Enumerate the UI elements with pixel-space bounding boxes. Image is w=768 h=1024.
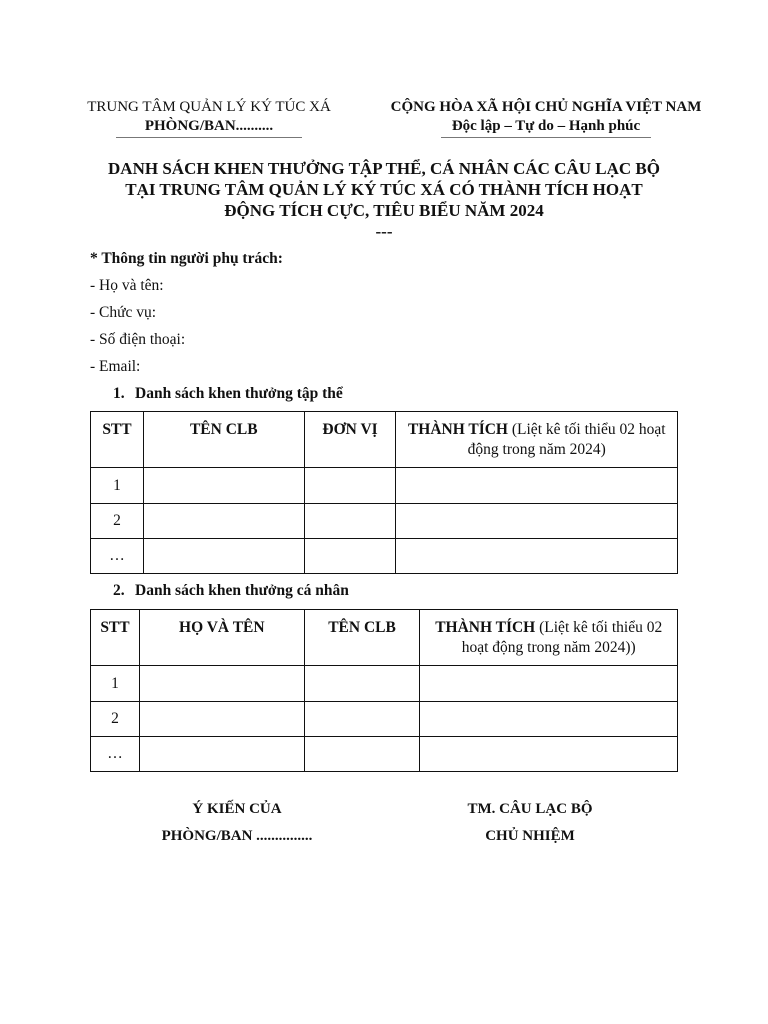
position-label: - Chức vụ:: [90, 304, 157, 321]
row-stt: 1: [91, 468, 144, 504]
national-motto: Độc lập – Tự do – Hạnh phúc: [451, 118, 641, 134]
section2-title: Danh sách khen thưởng cá nhân: [135, 582, 349, 599]
section1-title: Danh sách khen thưởng tập thể: [135, 385, 343, 402]
table-row: [91, 666, 678, 702]
section1-number: 1.: [113, 385, 125, 402]
row-stt: 2: [91, 504, 144, 539]
achievement-cell[interactable]: [420, 702, 678, 737]
row-stt: 2: [91, 702, 140, 737]
table-header-row: [91, 610, 678, 666]
title-separator: ---: [375, 222, 393, 241]
col-header-club: TÊN CLB: [304, 610, 420, 666]
header-national: [380, 98, 712, 138]
table-row: [91, 539, 678, 574]
club-cell[interactable]: [143, 539, 304, 574]
header-organization: [78, 98, 340, 138]
row-stt: …: [91, 737, 140, 772]
club-cell[interactable]: [143, 504, 304, 539]
title-line-2: TẠI TRUNG TÂM QUẢN LÝ KÝ TÚC XÁ CÓ THÀNH TÍCH HOẠT: [125, 180, 643, 199]
achievement-header-note: (Liệt kê tối thiểu 02 hoạt động trong năm 2024)): [461, 619, 663, 656]
signature-club: [430, 796, 630, 850]
col-header-fullname: HỌ VÀ TÊN: [139, 610, 304, 666]
col-header-stt: STT: [91, 610, 140, 666]
signature-left-line2: PHÒNG/BAN ...............: [161, 828, 313, 844]
phone-label: - Số điện thoại:: [90, 331, 186, 348]
individual-award-table: [90, 609, 678, 772]
contact-info: [90, 248, 690, 383]
section2-number: 2.: [113, 582, 125, 599]
table-row: [91, 702, 678, 737]
col-header-achievement: [420, 610, 678, 666]
col-header-achievement: [396, 412, 678, 468]
document-title: [60, 158, 708, 242]
name-label: - Họ và tên:: [90, 277, 164, 294]
collective-award-table: [90, 411, 678, 574]
unit-cell[interactable]: [304, 468, 396, 504]
achievement-header-bold: THÀNH TÍCH: [435, 619, 536, 636]
table-row: [91, 468, 678, 504]
fullname-cell[interactable]: [139, 702, 304, 737]
unit-cell[interactable]: [304, 539, 396, 574]
email-label: - Email:: [90, 358, 141, 375]
achievement-cell[interactable]: [420, 737, 678, 772]
signature-left-line1: Ý KIẾN CỦA: [192, 801, 282, 817]
title-line-3: ĐỘNG TÍCH CỰC, TIÊU BIỂU NĂM 2024: [224, 201, 544, 220]
signature-right-line2: CHỦ NHIỆM: [485, 828, 575, 844]
title-line-1: DANH SÁCH KHEN THƯỞNG TẬP THỂ, CÁ NHÂN CÁC CÂU LẠC BỘ: [108, 159, 660, 178]
contact-heading: * Thông tin người phụ trách:: [90, 250, 283, 267]
unit-cell[interactable]: [304, 504, 396, 539]
row-stt: …: [91, 539, 144, 574]
achievement-cell[interactable]: [396, 468, 678, 504]
club-cell[interactable]: [304, 666, 420, 702]
department-name: PHÒNG/BAN..........: [144, 118, 274, 134]
signature-department: [137, 796, 337, 850]
table-row: [91, 737, 678, 772]
col-header-stt: STT: [91, 412, 144, 468]
section2-heading: [113, 582, 349, 600]
fullname-cell[interactable]: [139, 737, 304, 772]
table-header-row: [91, 412, 678, 468]
club-cell[interactable]: [304, 702, 420, 737]
col-header-unit: ĐƠN VỊ: [304, 412, 396, 468]
org-name: TRUNG TÂM QUẢN LÝ KÝ TÚC XÁ: [87, 99, 331, 115]
club-cell[interactable]: [304, 737, 420, 772]
achievement-cell[interactable]: [420, 666, 678, 702]
achievement-header-bold: THÀNH TÍCH: [407, 421, 508, 438]
row-stt: 1: [91, 666, 140, 702]
club-cell[interactable]: [143, 468, 304, 504]
fullname-cell[interactable]: [139, 666, 304, 702]
motto-underline: [441, 137, 651, 138]
section1-heading: [113, 385, 343, 403]
table-row: [91, 504, 678, 539]
achievement-cell[interactable]: [396, 539, 678, 574]
signature-right-line1: TM. CÂU LẠC BỘ: [467, 801, 593, 817]
achievement-header-note: (Liệt kê tối thiểu 02 hoạt động trong năm 2024): [467, 421, 666, 458]
achievement-cell[interactable]: [396, 504, 678, 539]
nation-name: CỘNG HÒA XÃ HỘI CHỦ NGHĨA VIỆT NAM: [390, 99, 702, 115]
col-header-club: TÊN CLB: [143, 412, 304, 468]
org-underline: [116, 137, 302, 138]
